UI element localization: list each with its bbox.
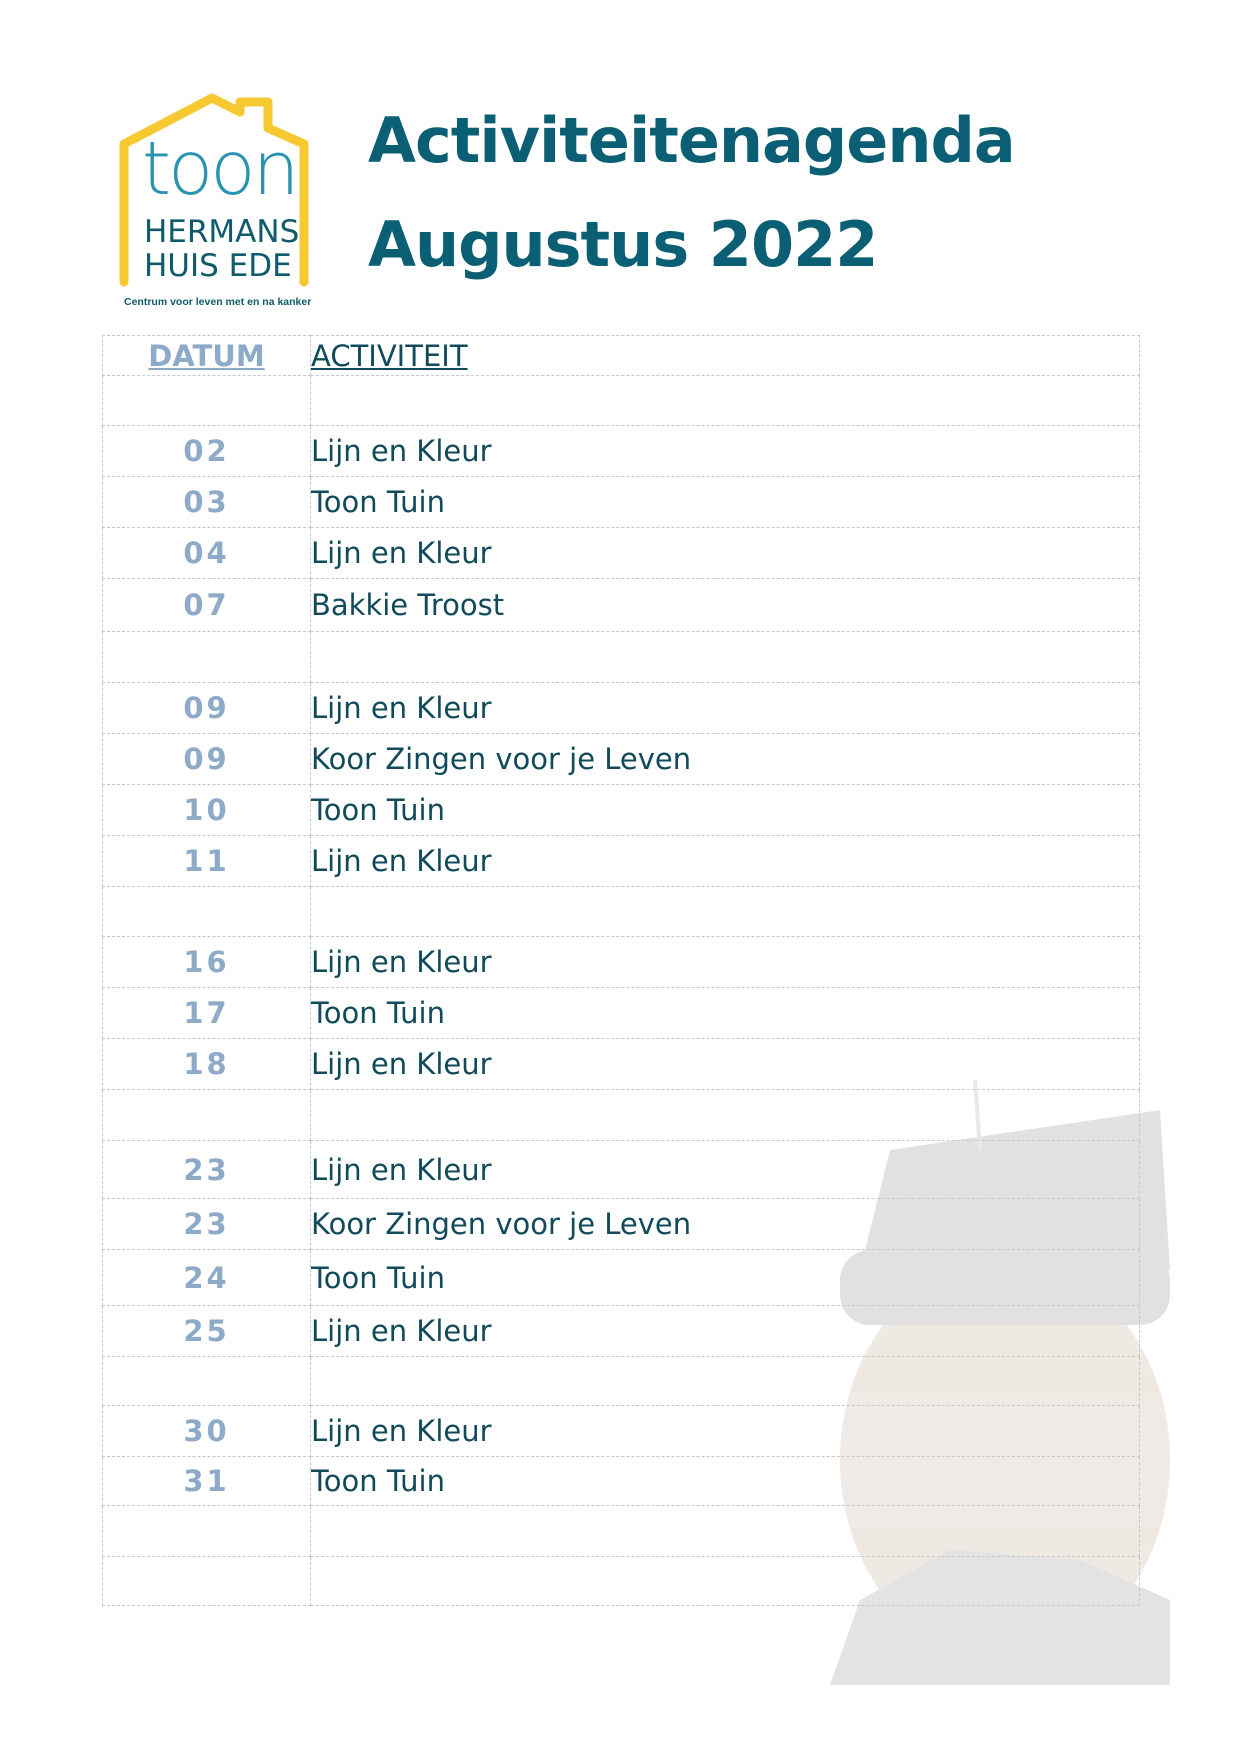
logo-tagline: Centrum voor leven met en na kanker [124,296,312,308]
table-row [103,734,1140,785]
row-date: 03 [103,477,311,528]
logo-line-huis-ede: HUIS EDE [144,248,292,284]
row-date: 31 [103,1457,311,1506]
table-row [103,426,1140,477]
logo [118,92,324,312]
table-row [103,1250,1140,1306]
table-row [103,683,1140,734]
table-row [103,887,1140,937]
row-date: 04 [103,528,311,579]
row-activity: Toon Tuin [311,785,1140,836]
row-date: 09 [103,683,311,734]
table-header-row [103,336,1140,376]
row-activity: Lijn en Kleur [311,426,1140,477]
row-activity: Koor Zingen voor je Leven [311,1199,1140,1250]
table-row [103,477,1140,528]
table-row [103,1090,1140,1141]
row-activity: Bakkie Troost [311,579,1140,632]
row-activity [311,1557,1140,1606]
row-activity [311,1090,1140,1141]
row-activity: Toon Tuin [311,988,1140,1039]
table-row [103,1457,1140,1506]
row-date: 02 [103,426,311,477]
row-date [103,1090,311,1141]
logo-word: toon [142,126,297,212]
row-date [103,1357,311,1406]
row-activity: Lijn en Kleur [311,1306,1140,1357]
header-activity: ACTIVITEIT [311,336,1140,376]
row-activity: Koor Zingen voor je Leven [311,734,1140,785]
row-activity: Lijn en Kleur [311,1406,1140,1457]
page-subtitle-month: Augustus 2022 [368,208,878,281]
table-row [103,1406,1140,1457]
logo-line-hermans: HERMANS [144,214,300,250]
table-row [103,1557,1140,1606]
row-activity [311,632,1140,683]
row-activity: Lijn en Kleur [311,683,1140,734]
row-date: 10 [103,785,311,836]
agenda-table [102,335,1140,1606]
row-activity [311,1506,1140,1557]
row-date [103,632,311,683]
table-row [103,836,1140,887]
row-activity [311,376,1140,426]
row-activity: Toon Tuin [311,477,1140,528]
row-activity: Lijn en Kleur [311,528,1140,579]
row-activity: Toon Tuin [311,1250,1140,1306]
row-activity: Lijn en Kleur [311,836,1140,887]
row-date: 25 [103,1306,311,1357]
header-date: DATUM [103,336,311,376]
row-activity [311,1357,1140,1406]
row-date [103,1506,311,1557]
row-date: 23 [103,1141,311,1199]
table-row [103,1306,1140,1357]
row-date: 17 [103,988,311,1039]
page-title: Activiteitenagenda [368,104,1015,177]
table-row [103,1039,1140,1090]
table-row [103,1357,1140,1406]
row-date: 09 [103,734,311,785]
row-date [103,1557,311,1606]
row-date: 07 [103,579,311,632]
row-activity: Lijn en Kleur [311,937,1140,988]
row-date [103,376,311,426]
table-row [103,1199,1140,1250]
table-row [103,785,1140,836]
row-activity: Lijn en Kleur [311,1141,1140,1199]
table-row [103,988,1140,1039]
table-row [103,376,1140,426]
table-row [103,937,1140,988]
row-date [103,887,311,937]
row-activity: Toon Tuin [311,1457,1140,1506]
table-row [103,579,1140,632]
row-date: 30 [103,1406,311,1457]
row-activity [311,887,1140,937]
row-date: 16 [103,937,311,988]
table-row [103,1141,1140,1199]
row-date: 18 [103,1039,311,1090]
row-activity: Lijn en Kleur [311,1039,1140,1090]
table-row [103,1506,1140,1557]
row-date: 24 [103,1250,311,1306]
table-row [103,528,1140,579]
row-date: 23 [103,1199,311,1250]
row-date: 11 [103,836,311,887]
table-row [103,632,1140,683]
